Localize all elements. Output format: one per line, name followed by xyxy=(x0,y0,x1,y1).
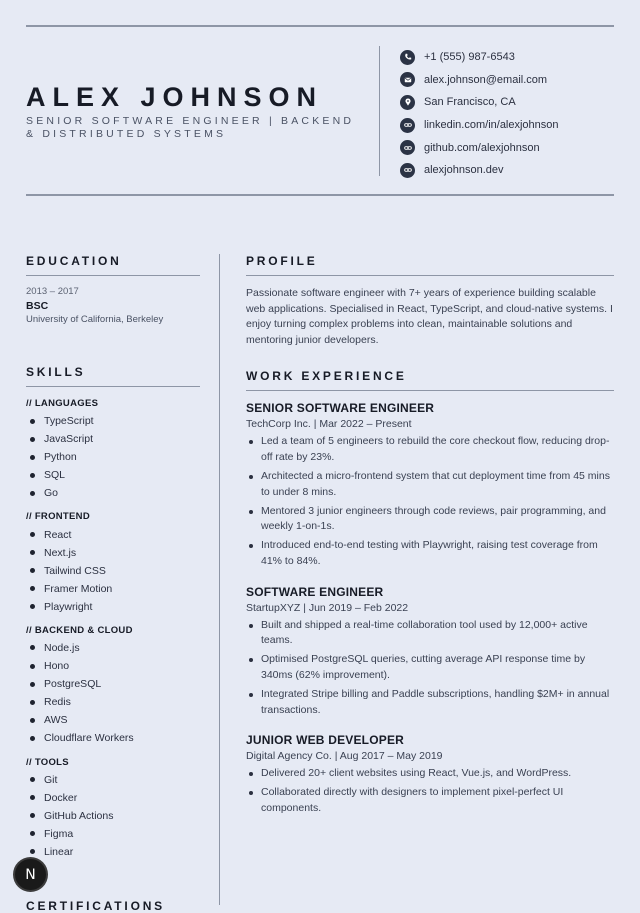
job-bullet xyxy=(246,434,614,465)
bullet-dot xyxy=(30,419,35,424)
bullet-dot xyxy=(30,813,35,818)
education-school: University of California, Berkeley xyxy=(26,314,164,325)
skill-label: TypeScript xyxy=(44,415,94,428)
job-title: JUNIOR WEB DEVELOPER xyxy=(246,733,405,748)
bullet-dot xyxy=(249,544,253,548)
link-icon xyxy=(400,140,415,155)
bullet-dot xyxy=(30,455,35,460)
skill-item xyxy=(26,825,200,843)
skill-item xyxy=(26,843,200,861)
job-bullet-text: Introduced end-to-end testing with Playwright, raising test coverage from 41% to 84%. xyxy=(261,539,598,568)
skill-item xyxy=(26,675,200,693)
bullet-dot xyxy=(30,586,35,591)
contact-phone xyxy=(400,46,559,69)
right-column xyxy=(246,254,614,820)
bullet-dot xyxy=(30,491,35,496)
skill-item xyxy=(26,412,200,430)
skill-item xyxy=(26,448,200,466)
job-title: SENIOR SOFTWARE ENGINEER xyxy=(246,401,435,416)
bullet-dot xyxy=(30,700,35,705)
skill-group-label: // FRONTEND xyxy=(26,511,90,523)
skill-group-label: // TOOLS xyxy=(26,756,69,768)
skill-item xyxy=(26,711,200,729)
job-bullet-text: Built and shipped a real-time collaboration tool used by 12,000+ active teams. xyxy=(261,618,588,647)
top-rule xyxy=(26,25,614,27)
contact-website-text[interactable]: alexjohnson.dev xyxy=(424,164,504,177)
contact-github-text[interactable]: github.com/alexjohnson xyxy=(424,141,540,154)
education-years: 2013 – 2017 xyxy=(26,286,79,297)
bullet-dot xyxy=(30,718,35,723)
contact-linkedin-text[interactable]: linkedin.com/in/alexjohnson xyxy=(424,119,559,132)
skill-item xyxy=(26,771,200,789)
profile-text: Passionate software engineer with 7+ years of experience building scalable web applications. Specialised in React, TypeScript, and cloud-native systems. I enjoy turning complex problems into clean, maintainable solutions and mentoring junior developers. xyxy=(246,287,613,346)
bullet-dot xyxy=(30,550,35,555)
skill-label: Redis xyxy=(44,696,71,709)
skill-label: Cloudflare Workers xyxy=(44,732,134,745)
bullet-dot xyxy=(249,475,253,479)
job-title: SOFTWARE ENGINEER xyxy=(246,584,384,599)
bullet-dot xyxy=(30,736,35,741)
job-bullet-text: Integrated Stripe billing and Paddle subscriptions, handling $2M+ in annual transactions. xyxy=(261,688,610,716)
skill-item xyxy=(26,466,200,484)
phone-icon xyxy=(400,50,415,65)
job-entry xyxy=(246,585,614,719)
job-bullet-text: Led a team of 5 engineers to rebuild the core checkout flow, reducing drop-off rate by 23%. xyxy=(261,435,610,463)
skill-item xyxy=(26,430,200,448)
bullet-dot xyxy=(249,693,253,697)
job-bullet xyxy=(246,687,614,718)
job-meta: TechCorp Inc. | Mar 2022 – Present xyxy=(246,418,412,431)
job-bullets xyxy=(246,434,614,569)
job-bullet xyxy=(246,504,614,535)
nextjs-logo-icon: N xyxy=(25,866,36,883)
skill-label: SQL xyxy=(44,469,66,482)
skill-label: GitHub Actions xyxy=(44,809,114,822)
skill-label: Go xyxy=(44,487,59,500)
bullet-dot xyxy=(249,772,253,776)
job-bullet xyxy=(246,766,614,782)
contact-linkedin xyxy=(400,114,559,137)
job-bullet-text: Optimised PostgreSQL queries, cutting average API response time by 340ms (62% improvement). xyxy=(261,653,586,681)
skill-item xyxy=(26,598,200,616)
skill-label: Playwright xyxy=(44,600,93,613)
skill-label: Hono xyxy=(44,660,70,673)
contact-divider xyxy=(379,46,380,176)
skill-item xyxy=(26,580,200,598)
skill-list-tools xyxy=(26,771,200,861)
contact-location xyxy=(400,91,559,114)
job-entry xyxy=(246,401,614,569)
skill-list-backend xyxy=(26,639,200,748)
bullet-dot xyxy=(249,510,253,514)
skill-item xyxy=(26,639,200,657)
bullet-dot xyxy=(30,568,35,573)
bullet-dot xyxy=(30,849,35,854)
skill-label: Docker xyxy=(44,791,78,804)
column-divider xyxy=(219,254,220,905)
bullet-dot xyxy=(249,791,253,795)
skills-heading: SKILLS xyxy=(26,365,200,387)
bullet-dot xyxy=(30,645,35,650)
skill-list-frontend xyxy=(26,525,200,615)
job-meta: Digital Agency Co. | Aug 2017 – May 2019 xyxy=(246,750,443,763)
nextjs-dev-badge[interactable] xyxy=(15,859,46,890)
skill-item xyxy=(26,484,200,502)
link-icon xyxy=(400,163,415,178)
skill-item xyxy=(26,789,200,807)
contact-website xyxy=(400,159,559,182)
bullet-dot xyxy=(30,532,35,537)
contact-location-text: San Francisco, CA xyxy=(424,96,516,109)
bullet-dot xyxy=(30,473,35,478)
header-bottom-rule xyxy=(26,194,614,196)
skill-label: AWS xyxy=(44,714,68,727)
bullet-dot xyxy=(249,440,253,444)
skill-label: Next.js xyxy=(44,546,77,559)
contact-list xyxy=(400,46,559,182)
profile-heading: PROFILE xyxy=(246,254,614,276)
bullet-dot xyxy=(30,604,35,609)
contact-email xyxy=(400,69,559,92)
bullet-dot xyxy=(249,658,253,662)
job-entry xyxy=(246,733,614,816)
job-bullet xyxy=(246,618,614,649)
skill-label: PostgreSQL xyxy=(44,678,102,691)
job-headline: SENIOR SOFTWARE ENGINEER | BACKEND & DISTRIBUTED SYSTEMS xyxy=(26,115,355,140)
location-icon xyxy=(400,95,415,110)
skill-group-label: // LANGUAGES xyxy=(26,398,99,409)
bullet-dot xyxy=(30,831,35,836)
bullet-dot xyxy=(30,777,35,782)
skill-label: React xyxy=(44,528,72,541)
job-bullet xyxy=(246,469,614,500)
skill-label: Python xyxy=(44,451,77,464)
bullet-dot xyxy=(30,437,35,442)
skill-item xyxy=(26,562,200,580)
skill-label: Git xyxy=(44,773,58,786)
skill-list-languages xyxy=(26,412,200,502)
skill-label: JavaScript xyxy=(44,433,94,446)
person-name: ALEX JOHNSON xyxy=(26,82,324,112)
job-bullet-text: Delivered 20+ client websites using React, Vue.js, and WordPress. xyxy=(261,767,572,780)
job-bullet xyxy=(246,652,614,683)
contact-github xyxy=(400,136,559,159)
certifications-heading-cutoff: CERTIFICATIONS xyxy=(26,899,165,913)
link-icon xyxy=(400,118,415,133)
bullet-dot xyxy=(30,795,35,800)
skill-item xyxy=(26,657,200,675)
skill-item xyxy=(26,693,200,711)
skill-label: Linear xyxy=(44,845,74,858)
job-bullet xyxy=(246,785,614,816)
education-degree: BSC xyxy=(26,300,49,312)
left-column xyxy=(26,254,200,861)
skill-item xyxy=(26,807,200,825)
job-bullet-text: Mentored 3 junior engineers through code reviews, pair programming, and weekly 1-on-1s. xyxy=(261,504,606,533)
skill-label: Tailwind CSS xyxy=(44,564,106,577)
skill-label: Node.js xyxy=(44,641,80,654)
skill-item xyxy=(26,525,200,543)
skill-item xyxy=(26,544,200,562)
job-bullet xyxy=(246,538,614,569)
job-bullet-text: Collaborated directly with designers to implement pixel-perfect UI components. xyxy=(261,786,564,814)
bullet-dot xyxy=(249,624,253,628)
contact-email-text[interactable]: alex.johnson@email.com xyxy=(424,73,548,86)
job-bullets xyxy=(246,618,614,719)
job-bullets xyxy=(246,766,614,816)
work-experience-heading: WORK EXPERIENCE xyxy=(246,369,614,391)
bullet-dot xyxy=(30,664,35,669)
education-heading: EDUCATION xyxy=(26,254,200,276)
job-bullet-text: Architected a micro-frontend system that cut deployment time from 45 mins to under 8 mins. xyxy=(261,470,610,498)
job-meta: StartupXYZ | Jun 2019 – Feb 2022 xyxy=(246,601,409,614)
contact-phone-text[interactable]: +1 (555) 987-6543 xyxy=(424,51,515,64)
bullet-dot xyxy=(30,682,35,687)
mail-icon xyxy=(400,72,415,87)
skill-item xyxy=(26,729,200,747)
skill-label: Framer Motion xyxy=(44,582,113,595)
skill-group-label: // BACKEND & CLOUD xyxy=(26,624,133,636)
skill-label: Figma xyxy=(44,827,74,840)
